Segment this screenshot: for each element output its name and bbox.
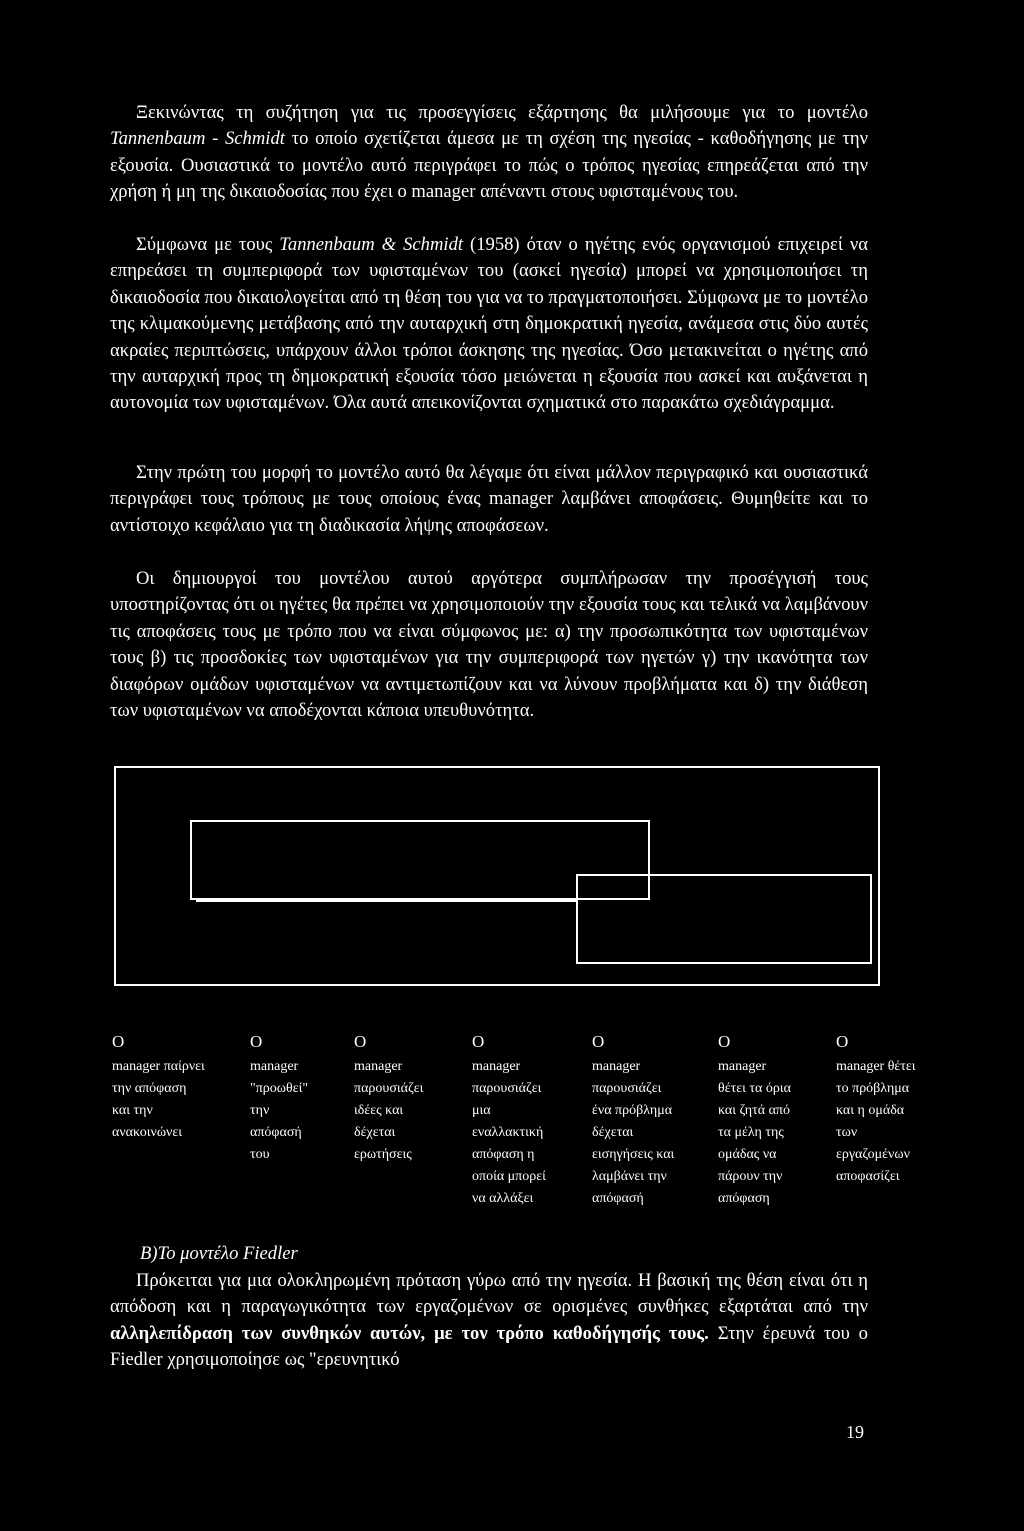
column-line: τα μέλη της <box>718 1125 784 1140</box>
column-line: του <box>250 1147 270 1162</box>
column-marker: Ο <box>472 1032 485 1051</box>
leadership-style-column-2 <box>250 1032 370 1166</box>
column-line: δέχεται <box>592 1125 634 1140</box>
column-marker: Ο <box>592 1032 605 1051</box>
column-line: "προωθεί" <box>250 1081 309 1096</box>
paragraph-2: Σύμφωνα με τους Tannenbaum & Schmidt (1958) όταν ο ηγέτης ενός οργανισμού επιχειρεί να επηρεάσει τη συμπεριφορά των υφισταμένων του (ασκεί ηγεσία) μπορεί να χρησιμοποιήσει τη δικαιοδοσία που δικαιολογείται από τη θέση του για να το πραγματοποιήσει. Σύμφωνα με το μοντέλο της κλιμακούμενης μετάβασης από την αυταρχική στη δημοκρατική ηγεσία, ανάμεσα στις δύο αυτές ακραίες περιπτώσεις, υπάρχουν άλλοι τρόποι άσκησης της ηγεσίας. Όσο μετακινείται ο ηγέτης από την αυταρχική προς τη δημοκρατική εξουσία τόσο μειώνεται η εξουσία που ασκεί και αυξάνεται η αυτονομία των υφισταμένων. Όλα αυτά απεικονίζονται σχηματικά στο παρακάτω σχεδιάγραμμα. <box>110 234 869 414</box>
diagram-divider-line <box>196 900 576 902</box>
leadership-style-column-6 <box>718 1032 838 1210</box>
column-line: παρουσιάζει <box>354 1081 424 1096</box>
column-line: ιδέες και <box>354 1103 404 1118</box>
column-line: πάρουν την <box>718 1169 783 1184</box>
column-line: manager θέτει <box>836 1059 916 1074</box>
column-line: δέχεται <box>354 1125 396 1140</box>
column-line: εργαζομένων <box>836 1147 910 1162</box>
column-line: την απόφαση <box>112 1081 187 1096</box>
section-heading: Β)Το μοντέλο Fiedler <box>140 1243 298 1264</box>
column-line: ομάδας να <box>718 1147 777 1162</box>
column-line: θέτει τα όρια <box>718 1081 791 1096</box>
column-line: manager <box>354 1059 403 1074</box>
column-line: απόφαση <box>718 1191 770 1206</box>
leadership-style-column-3 <box>354 1032 474 1166</box>
column-marker: Ο <box>718 1032 731 1051</box>
column-line: οποία μπορεί <box>472 1169 546 1184</box>
diagram-autonomy-box <box>576 874 872 964</box>
leadership-style-column-1 <box>112 1032 232 1144</box>
column-line: απόφαση η <box>472 1147 535 1162</box>
column-line: και ζητά από <box>718 1103 790 1118</box>
column-line: να αλλάξει <box>472 1191 534 1206</box>
column-line: απόφασή <box>592 1191 644 1206</box>
column-line: την <box>250 1103 270 1118</box>
column-line: και η ομάδα <box>836 1103 905 1118</box>
paragraph-3: Στην πρώτη του μορφή το μοντέλο αυτό θα λέγαμε ότι είναι μάλλον περιγραφικό και ουσιαστικά περιγράφει τους τρόπους με τους οποίους ένας manager λαμβάνει αποφάσεις. Θυμηθείτε και το αντίστοιχο κεφάλαιο για τη διαδικασία λήψης αποφάσεων. <box>110 462 868 536</box>
column-line: μια <box>472 1103 491 1118</box>
leadership-style-column-7 <box>836 1032 956 1188</box>
column-line: παρουσιάζει <box>472 1081 542 1096</box>
column-line: το πρόβλημα <box>836 1081 910 1096</box>
column-line: απόφασή <box>250 1125 302 1140</box>
column-line: ένα πρόβλημα <box>592 1103 673 1118</box>
column-line: παρουσιάζει <box>592 1081 662 1096</box>
column-line: αποφασίζει <box>836 1169 900 1184</box>
column-line: εναλλακτική <box>472 1125 544 1140</box>
column-marker: Ο <box>112 1032 125 1051</box>
column-line: και την <box>112 1103 153 1118</box>
paragraph-4: Οι δημιουργοί του μοντέλου αυτού αργότερα συμπλήρωσαν την προσέγγισή τους υποστηρίζοντας ότι οι ηγέτες θα πρέπει να χρησιμοποιούν την εξουσία τους και τελικά να λαμβάνουν τις αποφάσεις τους με τρόπο που να είναι σύμφωνος με: α) την προσωπικότητα των υφισταμένων τους β) τις προσδοκίες των υφισταμένων για την συμπεριφορά των ηγετών γ) την ικανότητα των διαφόρων ομάδων υφισταμένων να αντιμετωπίζουν και να λύνουν προβλήματα και δ) την διάθεση των υφισταμένων να αποδέχονται κάποια υπευθυνότητα. <box>110 568 868 722</box>
column-line: ερωτήσεις <box>354 1147 412 1162</box>
column-line: εισηγήσεις και <box>592 1147 675 1162</box>
column-line: των <box>836 1125 858 1140</box>
italic-name: Tannenbaum - Schmidt <box>110 128 285 150</box>
column-marker: Ο <box>354 1032 367 1051</box>
leadership-style-column-4 <box>472 1032 592 1210</box>
column-line: manager <box>472 1059 521 1074</box>
bold-phrase: αλληλεπίδραση των συνθηκών αυτών, με τον τρόπο καθοδήγησής τους. <box>110 1322 709 1344</box>
column-marker: Ο <box>836 1032 849 1051</box>
column-line: ανακοινώνει <box>112 1125 183 1140</box>
italic-name: Tannenbaum & Schmidt <box>279 234 464 255</box>
paragraph-5: Πρόκειται για μια ολοκληρωμένη πρόταση γύρω από την ηγεσία. Η βασική της θέση είναι ότι η απόδοση και η παραγωγικότητα των εργαζομένων σε ορισμένες συνθήκες εξαρτάται από την αλληλεπίδραση των συνθηκών αυτών, με τον τρόπο καθοδήγησής τους. Στην έρευνά του ο Fiedler χρησιμοποίησε ως "ερευνητικό <box>110 1270 868 1371</box>
leadership-style-column-5 <box>592 1032 712 1210</box>
column-line: λαμβάνει την <box>592 1169 667 1184</box>
column-line: manager <box>250 1059 299 1074</box>
page-number: 19 <box>846 1422 864 1442</box>
paragraph-1: Ξεκινώντας τη συζήτηση για τις προσεγγίσεις εξάρτησης θα μιλήσουμε για το μοντέλο Tannenbaum - Schmidt το οποίο σχετίζεται άμεσα με τη σχέση της ηγεσίας - καθοδήγησης με την εξουσία. Ουσιαστικά το μοντέλο αυτό περιγράφει το πώς ο τρόπος ηγεσίας επηρεάζεται από την χρήση ή μη της δικαιοδοσίας που έχει ο manager απέναντι στους υφισταμένους του. <box>110 102 868 203</box>
column-marker: Ο <box>250 1032 263 1051</box>
column-line: manager παίρνει <box>112 1059 205 1074</box>
column-line: manager <box>718 1059 767 1074</box>
column-line: manager <box>592 1059 641 1074</box>
